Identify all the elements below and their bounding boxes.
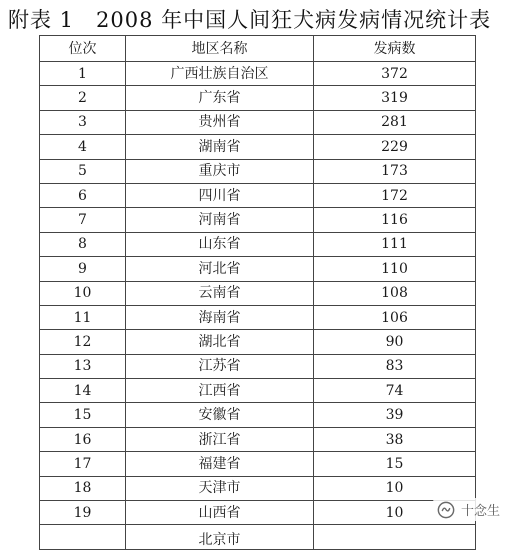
table-cell-cases: 319 [314,86,476,110]
table-cell-rank: 2 [40,86,126,110]
table-row [40,257,476,281]
table-cell-region: 广西壮族自治区 [126,62,314,86]
table-row [40,305,476,329]
table-cell-cases: 10 [314,501,476,525]
rabies-statistics-table [39,35,476,550]
table-cell-region: 北京市 [126,525,314,549]
table-cell-rank: 14 [40,379,126,403]
table-cell-rank: 8 [40,232,126,256]
table-cell-cases: 172 [314,183,476,207]
table-cell-rank: 17 [40,452,126,476]
table-cell-cases: 10 [314,476,476,500]
table-cell-region: 山西省 [126,501,314,525]
table-cell-region: 湖北省 [126,330,314,354]
column-header-rank: 位次 [40,36,126,62]
table-row [40,403,476,427]
table-cell-region: 福建省 [126,452,314,476]
table-cell-cases: 38 [314,427,476,451]
watermark [433,498,504,521]
table-cell-region: 天津市 [126,476,314,500]
table-cell-cases: 372 [314,62,476,86]
table-row [40,281,476,305]
table-cell-region: 海南省 [126,305,314,329]
table-cell-cases [314,525,476,549]
table-cell-rank: 4 [40,135,126,159]
table-row [40,232,476,256]
table-row [40,208,476,232]
table-cell-rank: 11 [40,305,126,329]
table-row [40,427,476,451]
table-cell-region: 云南省 [126,281,314,305]
table-row [40,86,476,110]
table-row [40,379,476,403]
table-row [40,354,476,378]
table-cell-rank: 1 [40,62,126,86]
table-cell-region: 四川省 [126,183,314,207]
table-cell-rank: 3 [40,110,126,134]
table-cell-region: 江苏省 [126,354,314,378]
table-cell-region: 贵州省 [126,110,314,134]
column-header-region: 地区名称 [126,36,314,62]
table-cell-rank: 16 [40,427,126,451]
table-row-cut [40,525,476,549]
table-cell-rank: 19 [40,501,126,525]
table-cell-region: 安徽省 [126,403,314,427]
table-cell-rank [40,525,126,549]
table-cell-cases: 106 [314,305,476,329]
table-body [40,62,476,550]
table-cell-region: 江西省 [126,379,314,403]
table-cell-cases: 281 [314,110,476,134]
table-row [40,110,476,134]
page-title: 附表 1 2008 年中国人间狂犬病发病情况统计表 [8,8,492,32]
table-cell-cases: 111 [314,232,476,256]
table-row [40,330,476,354]
table-row [40,501,476,525]
table-cell-cases: 83 [314,354,476,378]
table-cell-region: 河北省 [126,257,314,281]
table-cell-rank: 5 [40,159,126,183]
table-cell-rank: 10 [40,281,126,305]
watermark-text: 十念生 [460,504,500,519]
table-cell-rank: 6 [40,183,126,207]
table-row [40,476,476,500]
table-row [40,452,476,476]
table-cell-cases: 116 [314,208,476,232]
table-cell-region: 河南省 [126,208,314,232]
wechat-official-account-icon [437,501,455,519]
table-cell-region: 浙江省 [126,427,314,451]
column-header-cases: 发病数 [314,36,476,62]
table-cell-cases: 108 [314,281,476,305]
table-cell-rank: 7 [40,208,126,232]
table-row [40,183,476,207]
table-header-row [40,36,476,62]
table-cell-cases: 74 [314,379,476,403]
table-cell-cases: 15 [314,452,476,476]
table-cell-cases: 90 [314,330,476,354]
table-cell-cases: 110 [314,257,476,281]
table-cell-region: 重庆市 [126,159,314,183]
table-cell-region: 广东省 [126,86,314,110]
table-row [40,159,476,183]
table-cell-cases: 229 [314,135,476,159]
table-row [40,135,476,159]
table-cell-rank: 18 [40,476,126,500]
table-cell-rank: 13 [40,354,126,378]
table-cell-rank: 12 [40,330,126,354]
table-cell-region: 山东省 [126,232,314,256]
table-cell-cases: 39 [314,403,476,427]
table-cell-cases: 173 [314,159,476,183]
table-cell-region: 湖南省 [126,135,314,159]
table-row [40,62,476,86]
table-cell-rank: 9 [40,257,126,281]
table-cell-rank: 15 [40,403,126,427]
